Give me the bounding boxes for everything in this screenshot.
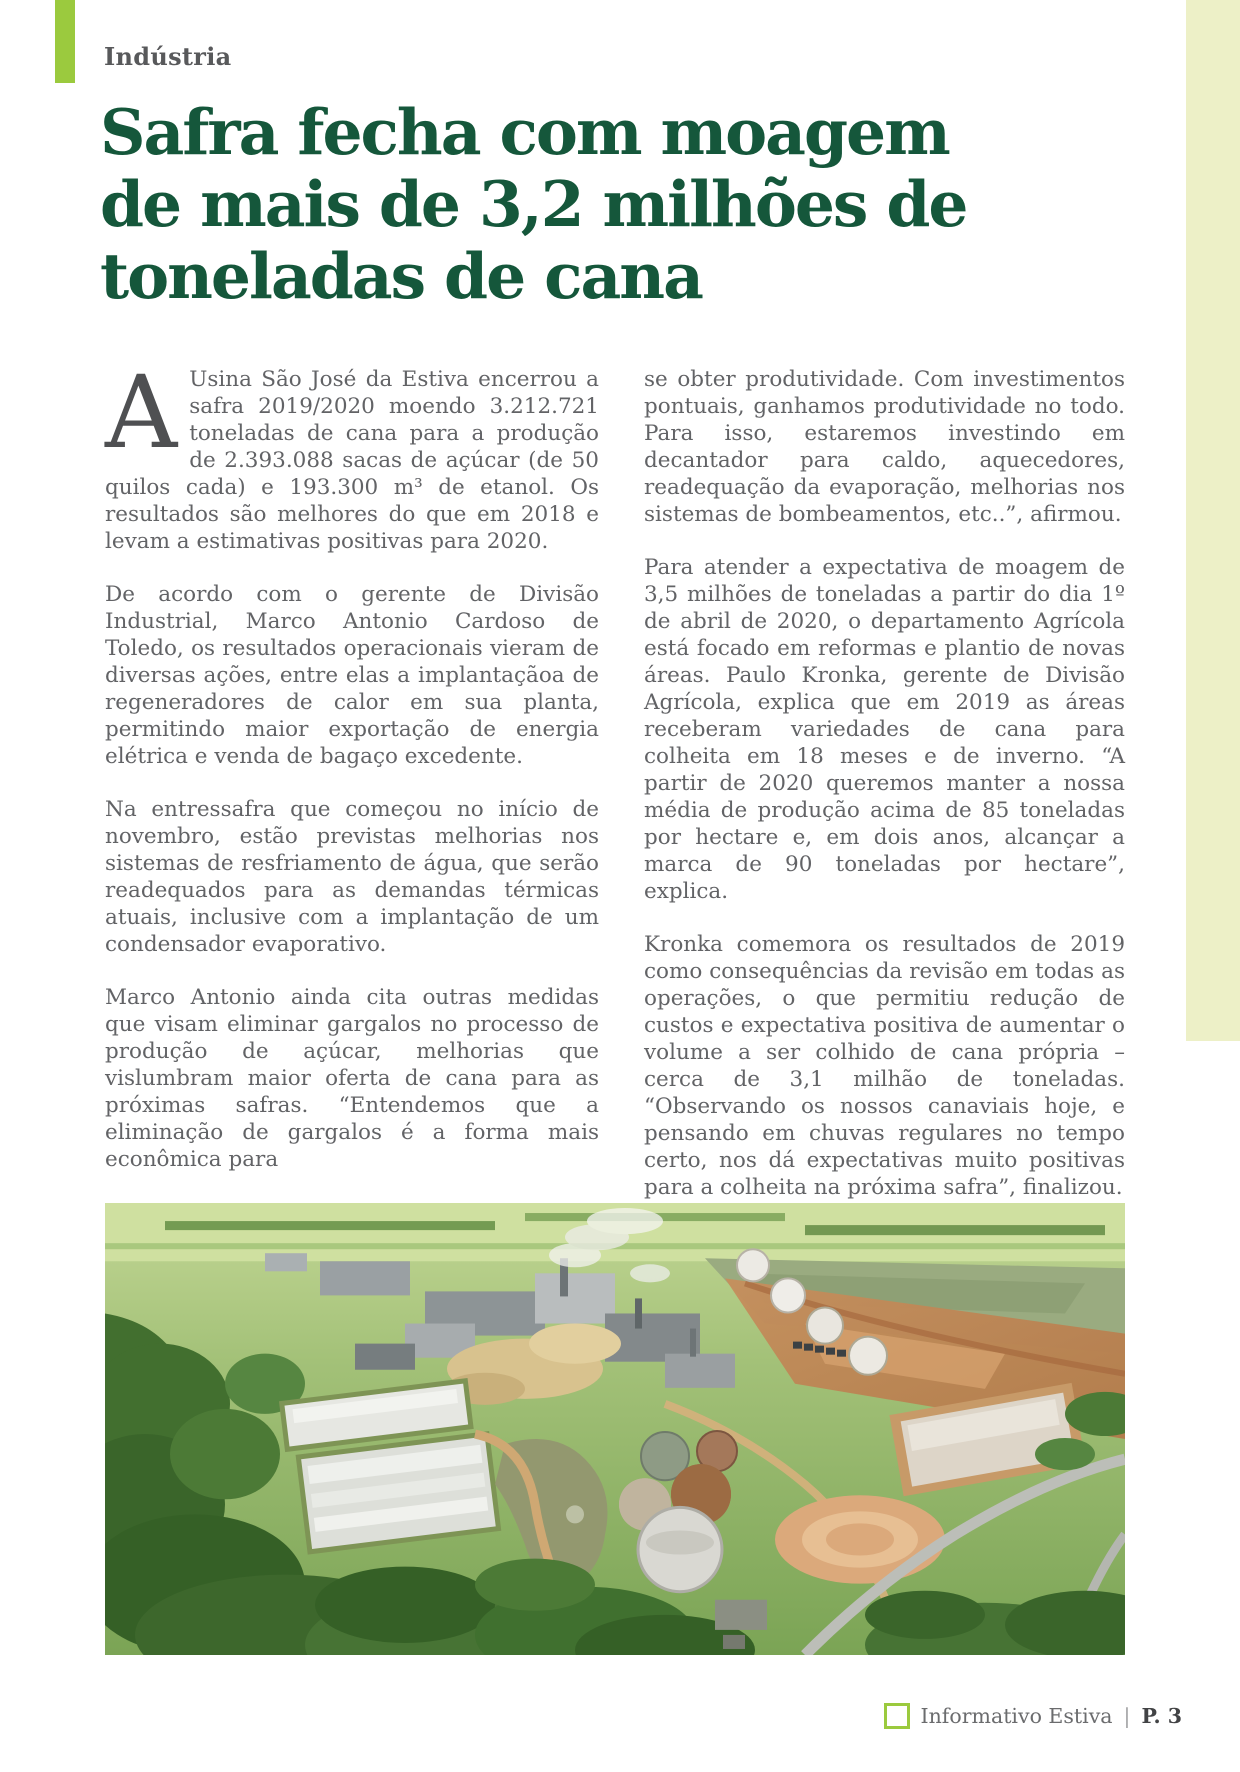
aerial-photo-illustration bbox=[105, 1203, 1125, 1655]
paragraph: se obter produtividade. Com investimentos pontuais, ganhamos produtividade no todo. Para isso, estaremos investindo em decantador para caldo, aquecedores, readequação da evaporação, melhorias nos sistemas de bombeamentos, etc..”, afirmou. bbox=[644, 367, 1125, 527]
left-column bbox=[105, 354, 599, 1201]
treatment-ponds bbox=[282, 1379, 499, 1553]
paragraph: De acordo com o gerente de Divisão Industrial, Marco Antonio Cardoso de Toledo, os resultados operacionais vieram de diversas ações, entre elas a implantaçãoa de regeneradores de calor em sua planta, permitindo maior exportação de energia elétrica e venda de bagaço excedente. bbox=[105, 582, 599, 769]
publication-name: Informativo Estiva bbox=[920, 1704, 1113, 1728]
article-title bbox=[100, 96, 1080, 312]
footer-square-icon bbox=[884, 1703, 910, 1729]
article-body bbox=[105, 354, 1125, 1201]
aerial-photo bbox=[105, 1203, 1125, 1655]
page-number: P. 3 bbox=[1141, 1704, 1182, 1728]
footer-separator: | bbox=[1123, 1704, 1131, 1728]
right-edge-band bbox=[1186, 0, 1240, 1041]
small-building bbox=[715, 1600, 767, 1630]
paragraph: Para atender a expectativa de moagem de 3,5 milhões de toneladas a partir do dia 1º de abril de 2020, o departamento Agrícola está focado em reformas e plantio de novas áreas. Paulo Kronka, gerente de Divisão Agrícola, explica que em 2019 as áreas receberam variedades de cana para colheita em 18 meses e de inverno. “A partir de 2020 queremos manter a nossa média de produção acima de 85 toneladas por hectare e, em dois anos, alcançar a marca de 90 toneladas por hectare”, explica. bbox=[644, 555, 1125, 904]
title-line-1: Safra fecha com moagem bbox=[100, 95, 949, 169]
drop-cap: A bbox=[105, 354, 178, 471]
tan-circle-area bbox=[775, 1495, 945, 1583]
title-line-2: de mais de 3,2 milhões de bbox=[100, 167, 967, 241]
paragraph: Kronka comemora os resultados de 2019 como consequências da revisão em todas as operações, o que permitiu redução de custos e expectativa positiva de aumentar o volume a ser colhido de cana própria – cerca de 3,1 milhão de toneladas. “Observando os nossos canaviais hoje, e pensando em chuvas regulares no tempo certo, nos dá expectativas muito positivas para a colheita na próxima safra”, finalizou. bbox=[644, 932, 1125, 1200]
paragraph-text: Usina São José da Estiva encerrou a safra 2019/2020 moendo 3.212.721 toneladas de cana para a produção de 2.393.088 sacas de açúcar (de 50 quilos cada) e 193.300 m³ de etanol. Os resultados são melhores do que em 2018 e levam a estimativas positivas para 2020. bbox=[105, 367, 599, 554]
paragraph-lead bbox=[105, 354, 599, 555]
page-footer bbox=[884, 1701, 1183, 1731]
paragraph: Marco Antonio ainda cita outras medidas que visam eliminar gargalos no processo de produção de açúcar, melhorias que vislumbram maior oferta de cana para as próximas safras. “Entendemos que a eliminação de gargalos é a forma mais econômica para bbox=[105, 985, 599, 1172]
right-column bbox=[644, 366, 1125, 1201]
section-kicker: Indústria bbox=[104, 42, 232, 71]
title-line-3: toneladas de cana bbox=[100, 239, 702, 313]
accent-bar bbox=[55, 0, 75, 83]
paragraph: Na entressafra que começou no início de novembro, estão previstas melhorias nos sistemas de resfriamento de água, que serão readequados para as demandas térmicas atuais, inclusive com a implantação de um condensador evaporativo. bbox=[105, 797, 599, 957]
